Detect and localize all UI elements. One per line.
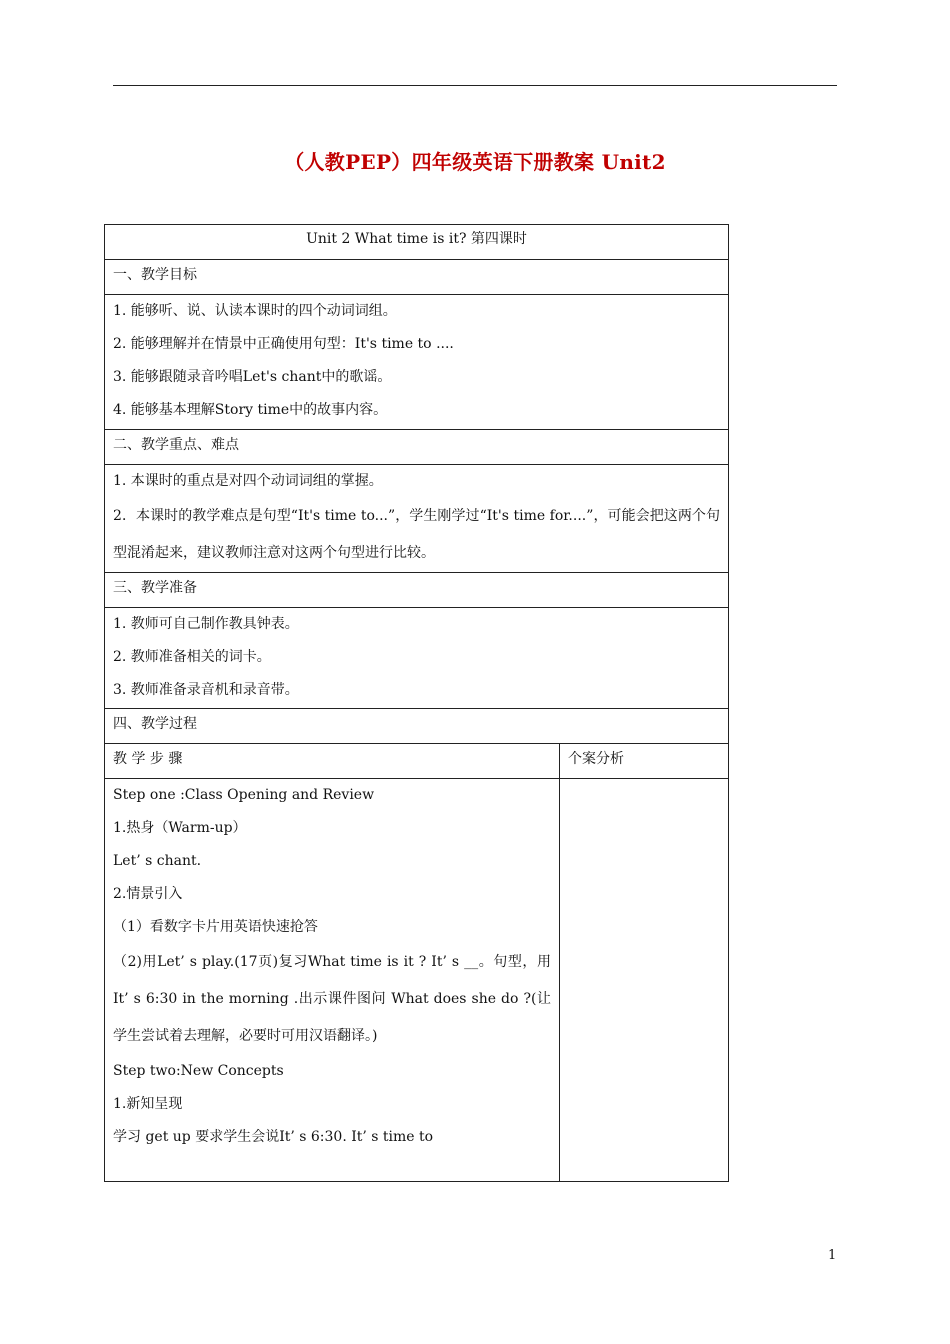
key-point-item: 1. 本课时的重点是对四个动词词组的掌握。 xyxy=(113,473,383,489)
steps-cell xyxy=(105,779,560,1182)
objectives-heading-row xyxy=(105,260,729,295)
preparation-item: 2. 教师准备相关的词卡。 xyxy=(113,649,271,665)
header-rule xyxy=(113,85,837,86)
step-line: 2.情景引入 xyxy=(113,886,183,902)
process-heading: 四、教学过程 xyxy=(105,709,729,744)
step-line: Step two:New Concepts xyxy=(113,1063,284,1079)
key-points-heading-row xyxy=(105,430,729,465)
lesson-title: Unit 2 What time is it? 第四课时 xyxy=(105,225,729,260)
document-title: （人教PEP）四年级英语下册教案 Unit2 xyxy=(284,150,666,174)
lesson-plan-table xyxy=(104,224,729,1182)
process-body-row xyxy=(105,779,729,1182)
key-point-item: 2．本课时的教学难点是句型“It's time to...”，学生刚学过“It's time for....”，可能会把这两个句型混淆起来，建议教师注意对这两个句型进行比较。 xyxy=(113,508,720,561)
preparation-row xyxy=(105,608,729,709)
objective-item: 4. 能够基本理解Story time中的故事内容。 xyxy=(113,402,388,418)
table-header-row xyxy=(105,225,729,260)
preparation-item: 3. 教师准备录音机和录音带。 xyxy=(113,682,299,698)
analysis-cell xyxy=(560,779,729,1182)
objective-item: 3. 能够跟随录音吟唱Let's chant中的歌谣。 xyxy=(113,369,392,385)
steps-column-header: 教 学 步 骤 xyxy=(105,744,560,779)
step-line: Step one :Class Opening and Review xyxy=(113,787,375,803)
objective-item: 2. 能够理解并在情景中正确使用句型：It's time to .... xyxy=(113,336,454,352)
key-points-heading: 二、教学重点、难点 xyxy=(105,430,729,465)
step-line: 学习 get up 要求学生会说It’ s 6:30. It’ s time to xyxy=(113,1129,434,1145)
preparation-heading-row xyxy=(105,573,729,608)
preparation-heading: 三、教学准备 xyxy=(105,573,729,608)
analysis-column-header: 个案分析 xyxy=(560,744,729,779)
step-line: （2)用Let’ s play.(17页)复习What time is it ? It’ s __。句型，用It’ s 6:30 in the morning .出示课件图问 What does she do ?(让学生尝试着去理解，必要时可用汉语翻译。) xyxy=(113,954,551,1044)
step-line: 1.新知呈现 xyxy=(113,1096,183,1112)
objectives-heading: 一、教学目标 xyxy=(105,260,729,295)
step-line: 1.热身（Warm-up） xyxy=(113,820,247,836)
step-line: （1）看数字卡片用英语快速抢答 xyxy=(113,919,318,935)
objectives-row xyxy=(105,295,729,430)
key-points-row xyxy=(105,465,729,573)
objective-item: 1. 能够听、说、认读本课时的四个动词词组。 xyxy=(113,303,397,319)
step-line: Let’ s chant. xyxy=(113,853,202,869)
page-number: 1 xyxy=(828,1248,837,1263)
process-columns-row xyxy=(105,744,729,779)
process-heading-row xyxy=(105,709,729,744)
preparation-item: 1. 教师可自己制作教具钟表。 xyxy=(113,616,299,632)
